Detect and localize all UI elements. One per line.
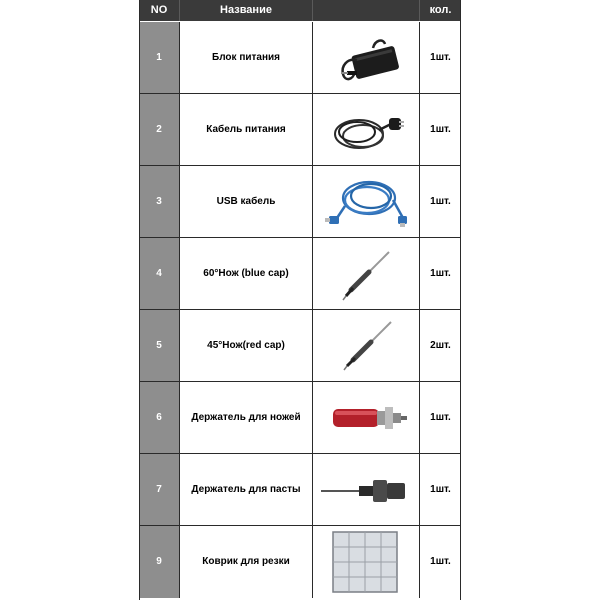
row-name: USB кабель — [216, 196, 276, 207]
blade-45-icon — [313, 310, 419, 382]
table-row — [139, 22, 461, 94]
packing-list-table — [139, 0, 461, 600]
header-qty: кол. — [429, 4, 452, 16]
row-number: 1 — [139, 22, 179, 94]
table-row — [139, 382, 461, 454]
row-qty: 1шт. — [430, 484, 451, 495]
power-adapter-icon — [313, 22, 419, 94]
header-image — [313, 0, 420, 21]
row-number: 7 — [139, 454, 179, 526]
header-no: NO — [139, 0, 180, 21]
row-qty: 1шт. — [430, 556, 451, 567]
row-name: Блок питания — [212, 52, 280, 63]
row-number: 4 — [139, 238, 179, 310]
row-name: Держатель для пасты — [191, 484, 301, 495]
blade-60-icon — [313, 238, 419, 310]
row-number: 3 — [139, 166, 179, 238]
row-name: Кабель питания — [206, 124, 286, 135]
table-row — [139, 94, 461, 166]
row-name: 45°Нож(red cap) — [207, 340, 285, 351]
row-name: Коврик для резки — [202, 556, 290, 567]
pen-holder-icon — [313, 454, 419, 526]
row-number: 9 — [139, 526, 179, 598]
header-name: Название — [180, 0, 313, 21]
row-name: 60°Нож (blue cap) — [203, 268, 289, 279]
row-qty: 1шт. — [430, 268, 451, 279]
row-name: Держатель для ножей — [191, 412, 301, 423]
row-number: 5 — [139, 310, 179, 382]
table-header — [139, 0, 461, 21]
row-number: 6 — [139, 382, 179, 454]
power-cable-icon — [313, 94, 419, 166]
row-number: 2 — [139, 94, 179, 166]
row-qty: 1шт. — [430, 124, 451, 135]
row-qty: 2шт. — [430, 340, 451, 351]
blade-holder-icon — [313, 382, 419, 454]
table-row — [139, 454, 461, 526]
table-row — [139, 238, 461, 310]
row-qty: 1шт. — [430, 196, 451, 207]
row-qty: 1шт. — [430, 412, 451, 423]
usb-cable-icon — [313, 166, 419, 238]
cutting-mat-icon — [313, 526, 419, 598]
table-row — [139, 310, 461, 382]
table-row — [139, 166, 461, 238]
table-row — [139, 526, 461, 598]
row-qty: 1шт. — [430, 52, 451, 63]
